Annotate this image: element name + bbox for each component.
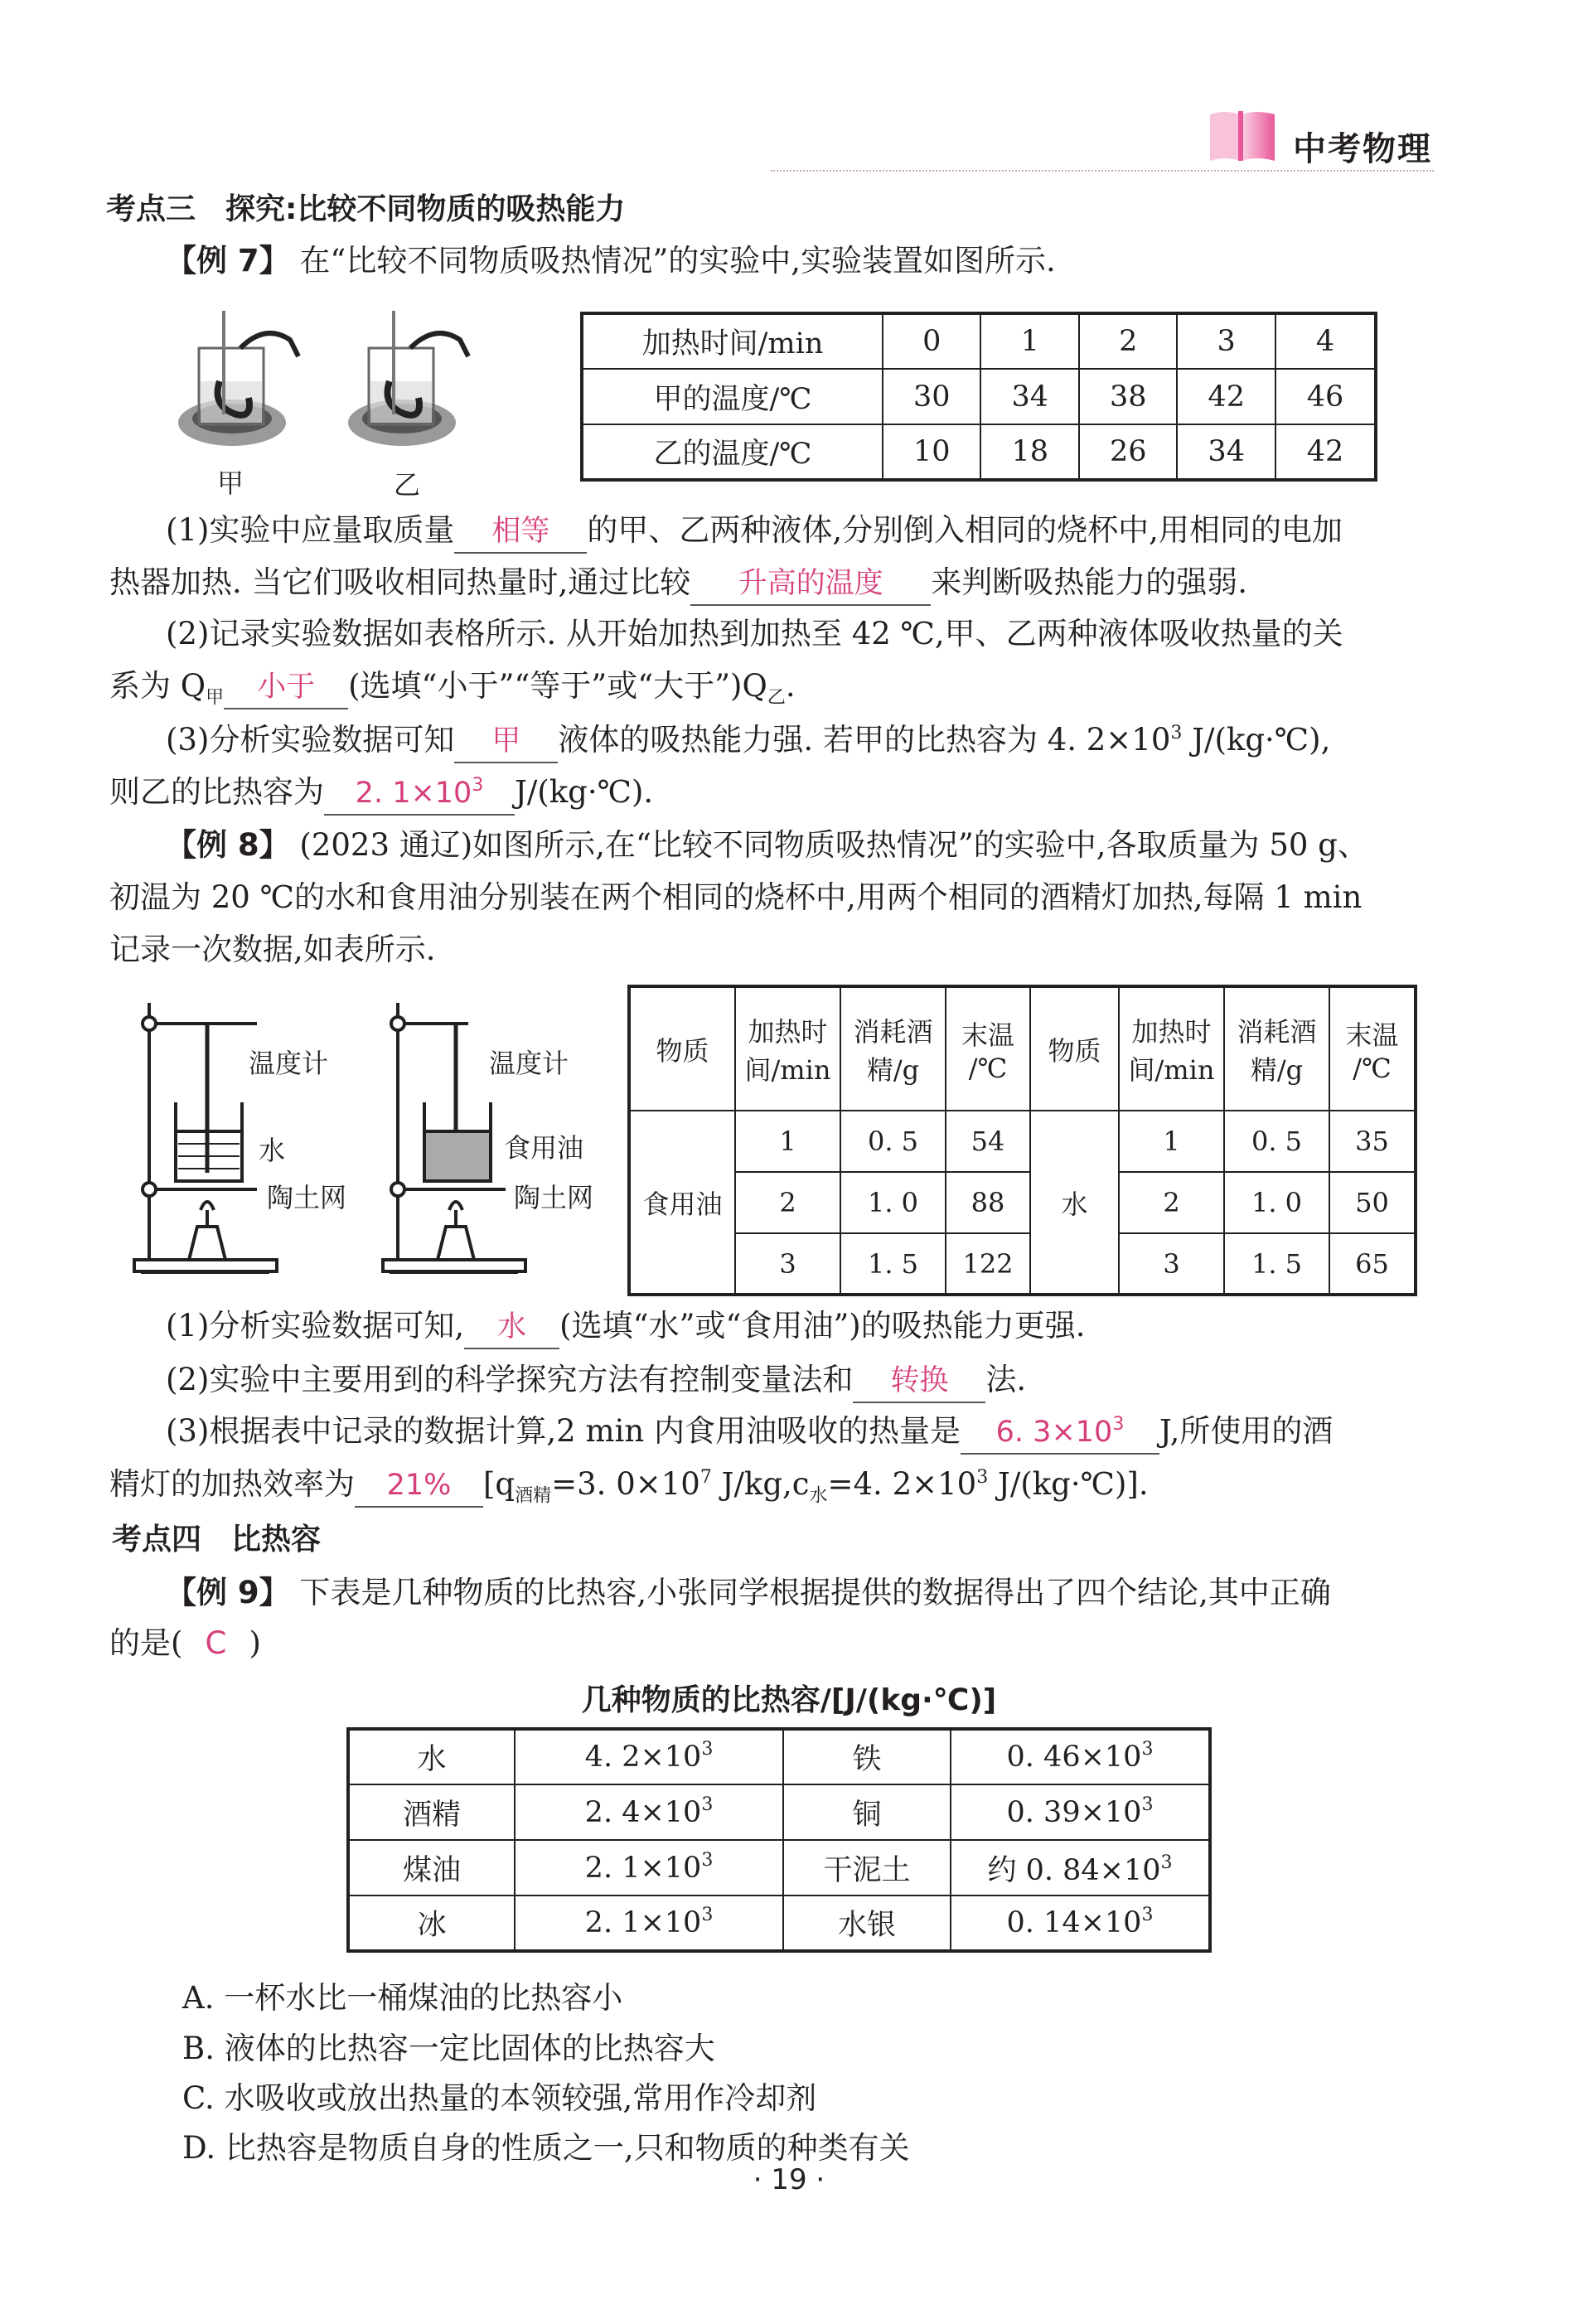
table-cell: 1. 0: [1224, 1172, 1329, 1233]
option-c: C. 水吸收或放出热量的本领较强,常用作冷却剂: [182, 2080, 817, 2116]
answer-blank: 相等: [454, 511, 587, 554]
book-icon: [1208, 108, 1276, 162]
table-cell: 30: [883, 369, 980, 424]
table-cell: 0: [883, 313, 980, 369]
table-cell: 34: [980, 369, 1078, 424]
question-line: (3)分析实验数据可知 甲 液体的吸热能力强. 若甲的比热容为 4. $2\times 10^3$ J/(kg·℃),: [166, 719, 1330, 763]
answer-blank: 小于: [224, 666, 348, 709]
table-cell: 46: [1275, 369, 1376, 424]
table-cell: 甲的温度/℃: [582, 369, 883, 424]
fig-label-thermometer: 温度计: [249, 1048, 329, 1079]
table-cell: 冰: [348, 1896, 515, 1951]
example-9-line: 【例 9】 下表是几种物质的比热容,小张同学根据提供的数据得出了四个结论,其中正确: [166, 1575, 1331, 1610]
table-cell: 干泥土: [783, 1840, 951, 1896]
table-cell: 1. 0: [840, 1172, 946, 1233]
table-cell: 0. $46\times 10^3$: [951, 1729, 1210, 1784]
table-cell: 1: [735, 1111, 840, 1172]
table-cell: 酒精: [348, 1784, 515, 1840]
table-cell: 2: [1119, 1172, 1224, 1233]
table-cell: 54: [946, 1111, 1030, 1172]
table-cell: 1. 5: [1224, 1233, 1329, 1295]
option-b: B. 液体的比热容一定比固体的比热容大: [182, 2031, 715, 2066]
answer-blank: 2. $1\times 10^3$: [324, 772, 515, 816]
table-cell: 加热时间/min: [582, 313, 883, 369]
table-header: 加热时 间/min: [735, 986, 840, 1111]
table-cell: 2: [735, 1172, 840, 1233]
table-cell: 4. $2\times 10^3$: [515, 1729, 783, 1784]
example-tag: 【例 7】: [166, 243, 290, 278]
table-cell: 50: [1329, 1172, 1416, 1233]
table-cell: 2. $4\times 10^3$: [515, 1784, 783, 1840]
table-cell: 0. 5: [840, 1111, 946, 1172]
answer-blank: 转换: [853, 1360, 985, 1403]
header-divider: [771, 170, 1434, 172]
table-cell: 0. 5: [1224, 1111, 1329, 1172]
table-cell: 2. $1\times 10^3$: [515, 1896, 783, 1951]
table-cell: 0. $39\times 10^3$: [951, 1784, 1210, 1840]
table-header: 消耗酒 精/g: [840, 986, 946, 1111]
table-cell: 88: [946, 1172, 1030, 1233]
answer-blank: 水: [464, 1306, 559, 1349]
fig-label-water: 水: [259, 1135, 286, 1166]
table-cell: 3: [735, 1233, 840, 1295]
table-cell: 38: [1079, 369, 1177, 424]
table-cell: 1: [980, 313, 1078, 369]
table-header: 物质: [1030, 986, 1119, 1111]
example-tag: 【例 8】: [166, 827, 290, 863]
answer-blank: 甲: [454, 720, 558, 763]
table-cell: 10: [883, 424, 980, 480]
section-title: 考点三 探究:比较不同物质的吸热能力: [106, 192, 626, 226]
answer-blank: 21%: [355, 1465, 483, 1508]
experiment-table: [627, 985, 1417, 1296]
table-cell: 约 0. $84\times 10^3$: [951, 1840, 1210, 1896]
table-cell: 水: [1030, 1111, 1119, 1295]
question-line: 则乙的比热容为 2. $1\times 10^3$ J/(kg·℃).: [109, 772, 653, 816]
question-line: (2)实验中主要用到的科学探究方法有控制变量法和 转换 法.: [166, 1359, 1026, 1403]
fig-label-oil: 食用油: [504, 1132, 584, 1164]
table-header: 消耗酒 精/g: [1224, 986, 1329, 1111]
table-cell: 3: [1119, 1233, 1224, 1295]
example-9-line: 的是( C ): [109, 1623, 261, 1664]
table-cell: 煤油: [348, 1840, 515, 1896]
option-a: A. 一杯水比一桶煤油的比热容小: [182, 1980, 623, 2016]
option-d: D. 比热容是物质自身的性质之一,只和物质的种类有关: [182, 2130, 910, 2166]
table-header: 末温 /℃: [946, 986, 1030, 1111]
table-cell: 4: [1275, 313, 1376, 369]
example-8-line: 记录一次数据,如表所示.: [109, 932, 436, 967]
table-cell: 1: [1119, 1111, 1224, 1172]
section-title: 考点四 比热容: [112, 1523, 322, 1557]
table-cell: 18: [980, 424, 1078, 480]
question-line: 热器加热. 当它们吸收相同热量时,通过比较 升高的温度 来判断吸热能力的强弱.: [109, 562, 1247, 606]
answer-choice: C: [205, 1625, 227, 1661]
table-cell: 2. $1\times 10^3$: [515, 1840, 783, 1896]
page-number: · 19 ·: [753, 2163, 825, 2196]
question-line: 精灯的加热效率为 21% [$q_{酒精}=3$. $0\times 10^7$ $J/kg,c_水=4$. $2\times 10^3$ J/(kg·℃)].: [109, 1466, 1149, 1507]
figure-label-yi: 乙: [394, 469, 421, 501]
table-header: 物质: [629, 986, 735, 1111]
table-header: 末温 /℃: [1329, 986, 1416, 1111]
table-cell: 42: [1177, 369, 1275, 424]
temperature-table: [580, 312, 1377, 482]
table-cell: 水: [348, 1729, 515, 1784]
table-title: 几种物质的比热容/[J/(kg·℃)]: [581, 1683, 997, 1717]
table-cell: 食用油: [629, 1111, 735, 1295]
fig-label-gauze: 陶土网: [267, 1182, 347, 1213]
table-cell: 65: [1329, 1233, 1416, 1295]
question-line: (1)分析实验数据可知, 水 (选填“水”或“食用油”)的吸热能力更强.: [166, 1305, 1085, 1349]
question-line: (2)记录实验数据如表格所示. 从开始加热到加热至 42 ℃,甲、乙两种液体吸收热量的关: [166, 616, 1343, 651]
example-7-prompt: 【例 7】 在“比较不同物质吸热情况”的实验中,实验装置如图所示.: [166, 243, 1056, 278]
question-line: 系为 $Q_甲$ 小于 (选填“小于”“等于”或“大于$”)Q_乙$.: [109, 668, 796, 709]
table-cell: 2: [1079, 313, 1177, 369]
table-cell: 122: [946, 1233, 1030, 1295]
table-cell: 1. 5: [840, 1233, 946, 1295]
table-cell: 34: [1177, 424, 1275, 480]
table-cell: 水银: [783, 1896, 951, 1951]
fig-label-gauze: 陶土网: [514, 1182, 594, 1213]
question-line: (3)根据表中记录的数据计算,2 min 内食用油吸收的热量是 6. $3\times 10^3$ J,所使用的酒: [166, 1411, 1333, 1455]
answer-blank: 6. $3\times 10^3$: [961, 1411, 1159, 1455]
example-tag: 【例 9】: [166, 1575, 290, 1610]
table-cell: 乙的温度/℃: [582, 424, 883, 480]
specific-heat-table: [346, 1727, 1212, 1953]
table-cell: 铜: [783, 1784, 951, 1840]
example-8-line: 初温为 20 ℃的水和食用油分别装在两个相同的烧杯中,用两个相同的酒精灯加热,每隔 1 min: [109, 879, 1363, 915]
question-line: (1)实验中应量取质量 相等 的甲、乙两种液体,分别倒入相同的烧杯中,用相同的电加: [166, 510, 1343, 554]
table-cell: 42: [1275, 424, 1376, 480]
fig-label-thermometer: 温度计: [489, 1048, 569, 1079]
table-cell: 26: [1079, 424, 1177, 480]
table-cell: 铁: [783, 1729, 951, 1784]
header-title: 中考物理: [1293, 130, 1432, 168]
answer-blank: 升高的温度: [690, 563, 931, 606]
table-cell: 0. $14\times 10^3$: [951, 1896, 1210, 1951]
example-8-line: 【例 8】 (2023 通辽)如图所示,在“比较不同物质吸热情况”的实验中,各取质量为 50 g、: [166, 827, 1368, 863]
figure-label-jia: 甲: [217, 467, 244, 499]
table-cell: 35: [1329, 1111, 1416, 1172]
table-cell: 3: [1177, 313, 1275, 369]
table-header: 加热时 间/min: [1119, 986, 1224, 1111]
